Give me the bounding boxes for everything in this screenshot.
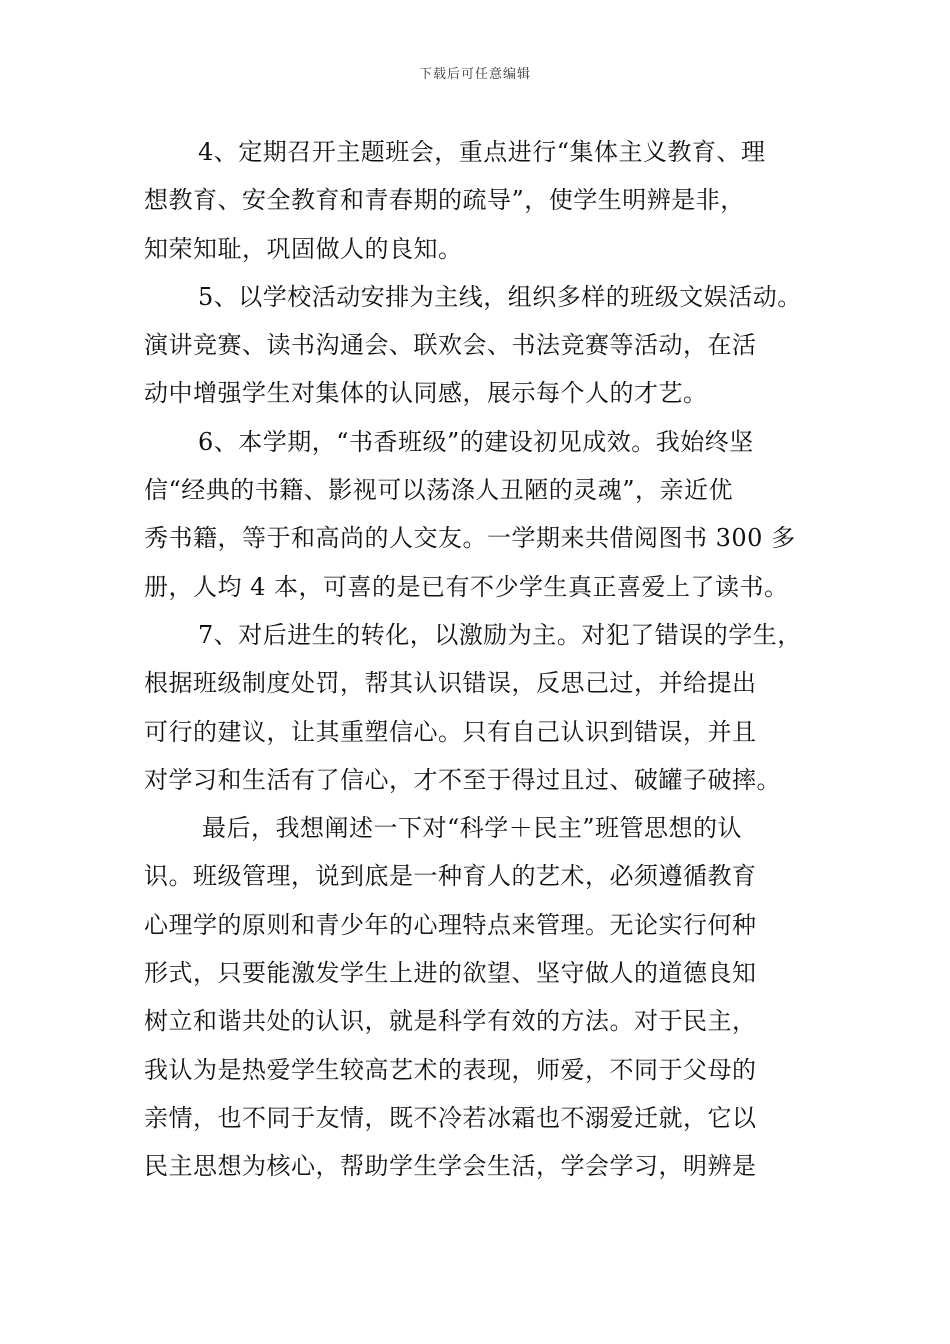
- paragraph-final-line-4: 形式，只要能激发学生上进的欲望、坚守做人的道德良知: [144, 959, 757, 988]
- paragraph-6-line-4: 册，人均 4 本，可喜的是已有不少学生真正喜爱上了读书。: [144, 572, 789, 601]
- paragraph-7-line-3: 可行的建议，让其重塑信心。只有自己认识到错误，并且: [144, 717, 757, 746]
- paragraph-5-line-3: 动中增强学生对集体的认同感，展示每个人的才艺。: [144, 379, 708, 408]
- paragraph-7-line-4: 对学习和生活有了信心，才不至于得过且过、破罐子破摔。: [144, 765, 781, 794]
- paragraph-5-line-1: 5、以学校活动安排为主线，组织多样的班级文娱活动。: [198, 282, 802, 311]
- page-header: 下载后可任意编辑: [418, 67, 531, 82]
- paragraph-6-line-2: 信“经典的书籍、影视可以荡涤人丑陋的灵魂”，亲近优: [144, 476, 734, 505]
- paragraph-4-line-3: 知荣知耻，巩固做人的良知。: [144, 234, 463, 263]
- paragraph-6-line-1: 6、本学期，“书香班级”的建设初见成效。我始终坚: [198, 427, 754, 456]
- paragraph-4-line-1: 4、定期召开主题班会，重点进行“集体主义教育、理: [198, 138, 766, 166]
- paragraph-7-line-2: 根据班级制度处罚，帮其认识错误，反思己过，并给提出: [144, 669, 757, 698]
- paragraph-4-line-2: 想教育、安全教育和青春期的疏导”，使学生明辨是非，: [144, 186, 745, 215]
- paragraph-final-line-2: 识。班级管理，说到底是一种育人的艺术，必须遵循教育: [144, 862, 757, 891]
- paragraph-final-line-3: 心理学的原则和青少年的心理特点来管理。无论实行何种: [144, 910, 757, 939]
- paragraph-7-line-1: 7、对后进生的转化，以激励为主。对犯了错误的学生，: [198, 620, 802, 649]
- paragraph-final-line-7: 亲情，也不同于友情，既不冷若冰霜也不溺爱迁就，它以: [144, 1103, 757, 1132]
- paragraph-5-line-2: 演讲竞赛、读书沟通会、联欢会、书法竞赛等活动，在活: [144, 331, 757, 360]
- body-text: [144, 128, 814, 1191]
- paragraph-final-line-8: 民主思想为核心，帮助学生学会生活，学会学习，明辨是: [144, 1152, 757, 1181]
- paragraph-final-line-6: 我认为是热爱学生较高艺术的表现，师爱，不同于父母的: [144, 1055, 757, 1084]
- paragraph-6-line-3: 秀书籍，等于和高尚的人交友。一学期来共借阅图书 300 多: [144, 524, 796, 553]
- paragraph-final-line-5: 树立和谐共处的认识，就是科学有效的方法。对于民主，: [144, 1007, 757, 1036]
- paragraph-final-line-1: 最后，我想阐述一下对“科学＋民主”班管思想的认: [202, 814, 743, 843]
